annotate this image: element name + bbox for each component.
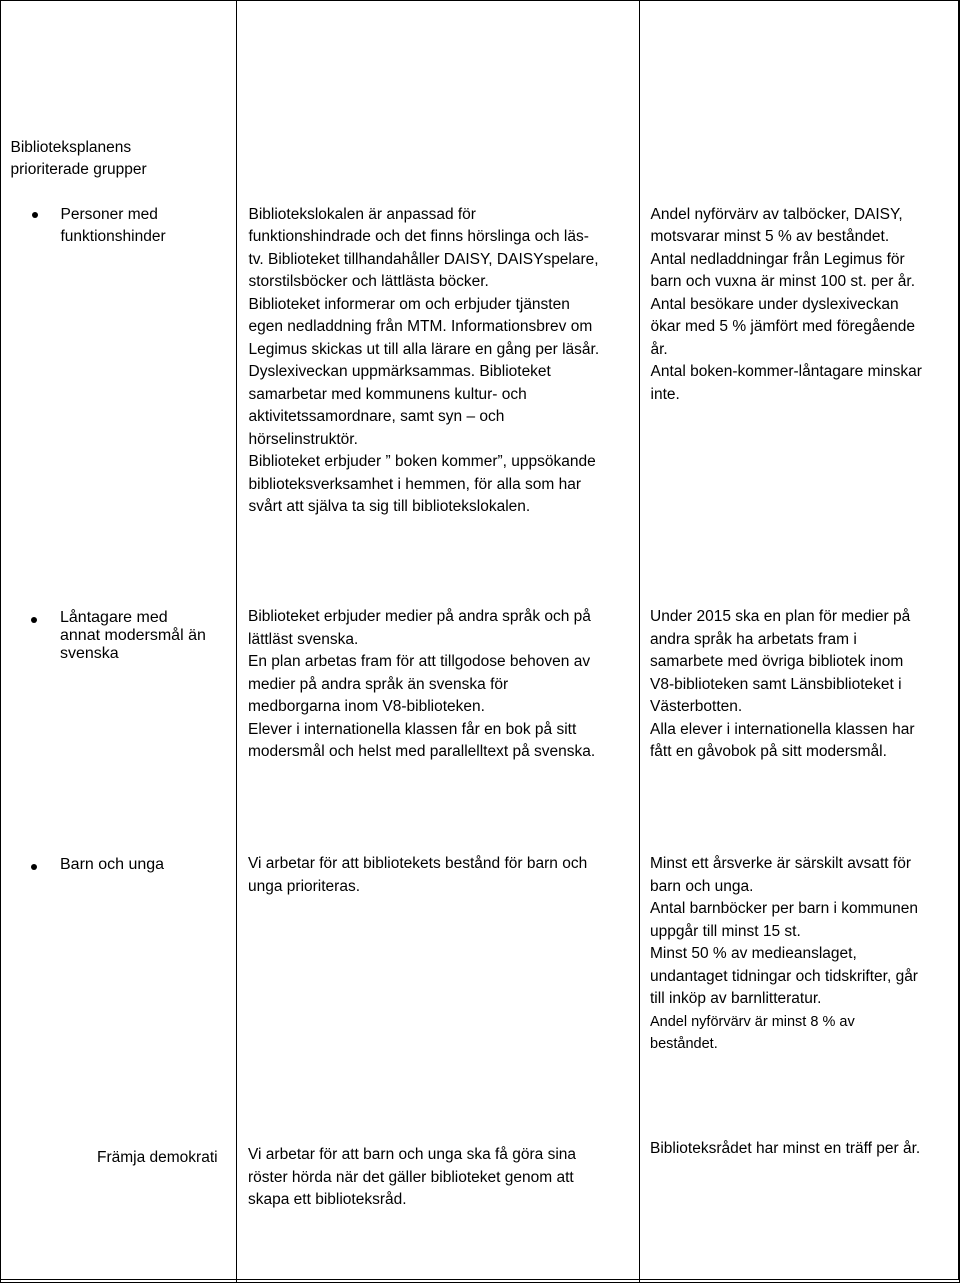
measure-line: Bibliotekslokalen är anpassad för: [248, 205, 476, 223]
group-line: Främja demokrati: [97, 1149, 218, 1166]
measure-line: biblioteksverksamhet i hemmen, för alla som har: [248, 475, 582, 493]
measure-line: Biblioteket informerar om och erbjuder tjänsten: [248, 295, 570, 313]
goal-line: undantaget tidningar och tidskrifter, går: [650, 967, 918, 985]
goal-line: Alla elever i internationella klassen har: [650, 720, 915, 738]
goal-line: ökar med 5 % jämfört med föregående: [650, 318, 915, 335]
measure-line: tv. Biblioteket tillhandahåller DAISY, DAISYspelare,: [248, 250, 599, 268]
goal-line: Antal nedladdningar från Legimus för: [650, 250, 905, 268]
bullet-icon: [31, 617, 37, 623]
measures-text: [248, 853, 587, 898]
goal-line: uppgår till minst 15 st.: [650, 922, 801, 940]
goal-line: Biblioteksrådet har minst en träff per år.: [650, 1140, 921, 1157]
measures-text: [248, 1144, 576, 1212]
measure-line: Biblioteket erbjuder ” boken kommer”, uppsökande: [248, 453, 596, 470]
measure-line: storstilsböcker och lättlästa böcker.: [248, 273, 489, 290]
measure-line: skapa ett biblioteksråd.: [248, 1191, 407, 1208]
group-line: Låntagare med: [60, 609, 168, 626]
measure-line: svårt att själva ta sig till bibliotekslokalen.: [248, 498, 531, 515]
goal-line: Västerbotten.: [650, 698, 743, 715]
goal-line: andra språk ha arbetats fram i: [650, 630, 857, 648]
goal-line: Under 2015 ska en plan för medier på: [650, 608, 911, 625]
goal-line: inte.: [650, 385, 680, 403]
goal-line: Andel nyförvärv är minst 8 % av: [650, 1013, 855, 1030]
measure-line: En plan arbetas fram för att tillgodose behoven av: [248, 653, 591, 670]
goal-line: år.: [650, 340, 668, 358]
measure-line: samarbetar med kommunens kultur- och: [248, 385, 527, 403]
goals-text: [650, 606, 915, 764]
goal-line: motsvarar minst 5 % av beståndet.: [650, 228, 890, 245]
measure-line: röster hörda när det gäller biblioteket genom att: [248, 1168, 574, 1186]
measure-line: Biblioteket erbjuder medier på andra språk och på: [248, 608, 591, 625]
measure-line: Vi arbetar för att bibliotekets bestånd för barn och: [248, 855, 588, 872]
group-line: Personer med: [60, 205, 158, 223]
measure-line: hörselinstruktör.: [248, 430, 358, 448]
goal-line: Antal besökare under dyslexiveckan: [650, 295, 899, 313]
goal-line: till inköp av barnlitteratur.: [650, 990, 822, 1007]
group-line: annat modersmål än: [60, 627, 206, 644]
goals-text: [650, 1138, 920, 1161]
measure-line: Elever i internationella klassen får en bok på sitt: [248, 720, 577, 738]
measure-line: Vi arbetar för att barn och unga ska få göra sina: [248, 1146, 576, 1163]
measure-line: lättläst svenska.: [248, 630, 359, 648]
measure-line: funktionshindrade och det finns hörslinga och läs-: [248, 228, 589, 245]
measure-line: egen nedladdning från MTM. Informationsbrev om: [248, 318, 593, 335]
goal-line: Antal barnböcker per barn i kommunen: [650, 900, 918, 917]
measures-text: [248, 606, 595, 764]
goal-line: Antal boken-kommer-låntagare minskar: [650, 363, 922, 380]
group-line: Barn och unga: [60, 856, 165, 873]
group-line: funktionshinder: [60, 228, 166, 245]
measure-line: medborgarna inom V8-biblioteken.: [248, 698, 485, 715]
goal-line: Minst 50 % av medieanslaget,: [650, 945, 857, 962]
group-label: [97, 1147, 218, 1170]
goal-line: samarbete med övriga bibliotek inom: [650, 653, 904, 670]
measure-line: Legimus skickas ut till alla lärare en gång per läsår.: [248, 340, 600, 358]
bullet-icon: [31, 864, 37, 870]
goal-line: barn och unga.: [650, 877, 754, 895]
goal-line: beståndet.: [650, 1035, 718, 1052]
group-line: svenska: [60, 645, 119, 662]
measure-line: modersmål och helst med parallelltext på svenska.: [248, 743, 596, 760]
goal-line: V8-biblioteken samt Länsbiblioteket i: [650, 675, 902, 693]
measure-line: unga prioriteras.: [248, 877, 361, 895]
goal-line: fått en gåvobok på sitt modersmål.: [650, 743, 887, 760]
heading-line: Biblioteksplanens: [10, 138, 132, 156]
goal-line: Minst ett årsverke är särskilt avsatt för: [650, 855, 911, 872]
goals-text: [650, 853, 918, 1055]
goal-line: Andel nyförvärv av talböcker, DAISY,: [650, 205, 903, 223]
measure-line: medier på andra språk än svenska för: [248, 675, 509, 693]
goal-line: barn och vuxna är minst 100 st. per år.: [650, 273, 915, 290]
heading-line: prioriterade grupper: [10, 161, 147, 178]
measure-line: Dyslexiveckan uppmärksammas. Biblioteket: [248, 363, 551, 380]
measure-line: aktivitetssamordnare, samt syn – och: [248, 408, 505, 425]
